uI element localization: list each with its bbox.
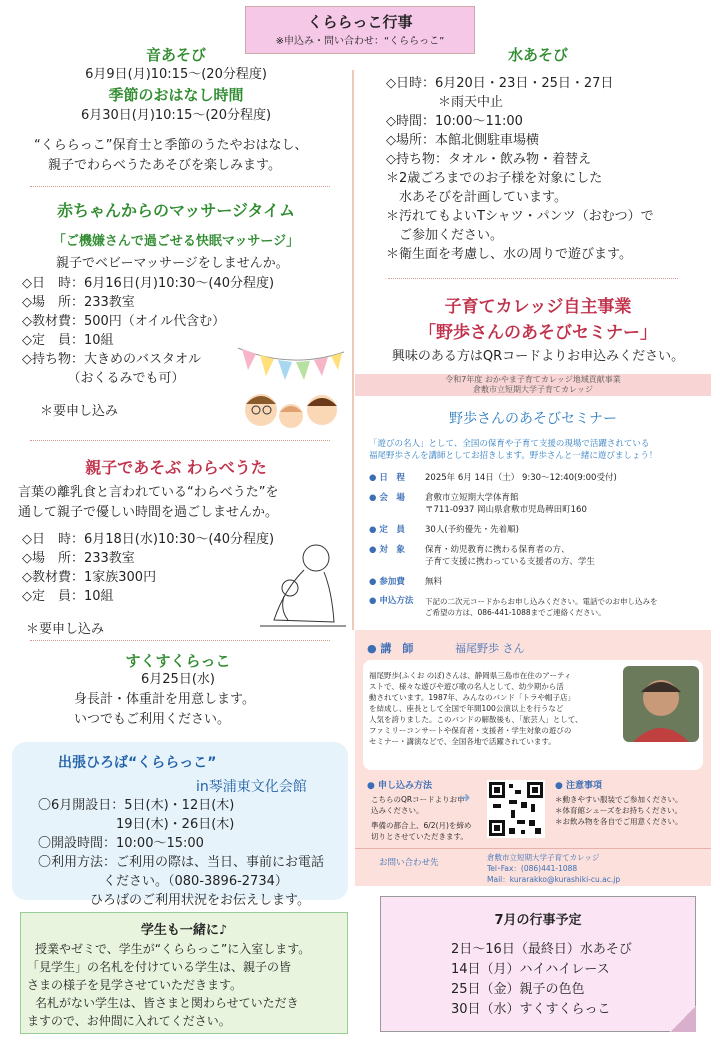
flyer-row-value: 〒711-0937 岡山県倉敷市児島稗田町160 <box>425 505 587 515</box>
apply-label: ● 申し込み方法 <box>367 781 432 791</box>
sukusuku-line-1: 身長計・体重計を用意します。 <box>74 692 255 707</box>
flyer-intro-2: 福尾野歩さんを講師としてお招きします。野歩さんと一緒に遊びましょう！ <box>369 451 658 461</box>
massage-line: （おくるみでも可） <box>22 371 185 386</box>
bio-line: 人気を誇りました。このバンドの解散後も、「旅芸人」として、 <box>369 715 583 724</box>
flyer-top-2: 倉敷市立短期大学子育てカレッジ <box>473 385 593 394</box>
contact-line: Tel･Fax：(086)441-1088 <box>487 864 578 873</box>
oto-date: 6月9日(月)10:15～(20分程度) <box>85 67 267 82</box>
warabe-intro-1: 言葉の離乳食と言われている“わらべうた”を <box>18 485 279 500</box>
divider-3 <box>30 640 330 641</box>
apply-line: 込みください。 <box>371 806 424 815</box>
outreach-box <box>12 742 348 908</box>
flyer-top-band <box>355 374 711 396</box>
apply-line: 切りとさせていただきます。 <box>371 832 468 841</box>
flyer-top-1: 令和7年度 おかやま子育てカレッジ地域貢献事業 <box>445 375 621 384</box>
flyer-row-label: ● 日 程 <box>369 473 405 483</box>
massage-line: ◇教材費：500円（オイル代含む） <box>22 314 226 329</box>
flyer-row-label: ● 参加費 <box>369 577 405 587</box>
flyer-row-value: 下記の二次元コードからお申し込みください。電話でのお申し込みを <box>425 597 658 606</box>
warabe-intro-2: 通して親子で優しい時間を過ごしませんか。 <box>18 505 279 520</box>
mizu-line: ◇持ち物：タオル・飲み物・着替え <box>386 152 591 167</box>
outreach-line: 19日(木)・26日(木) <box>38 817 235 832</box>
contact-line: Mail：kurarakko@kurashiki-cu.ac.jp <box>487 875 621 884</box>
flyer-row-value: 無料 <box>425 577 443 587</box>
outreach-details <box>38 796 324 910</box>
july-item: 30日（水）すくすくらっこ <box>451 1002 611 1017</box>
college-title: 子育てカレッジ自主事業 <box>444 297 632 317</box>
mizu-line: ＊雨天中止 <box>386 95 504 110</box>
apply-line: 準備の都合上、6/2(月)を締め <box>371 821 472 830</box>
contact-line: 倉敷市立短期大学子育てカレッジ <box>487 853 600 862</box>
bio-line: 動されています。1987年、みんなのバンド「トラや帽子店」 <box>369 693 575 702</box>
students-text <box>21 938 347 1030</box>
massage-intro: 親子でベビーマッサージをしませんか。 <box>56 256 289 271</box>
oto-desc-1: “くららっこ”保育士と季節のうたやおはなし、 <box>34 138 308 153</box>
flyer-row-value: 倉敷市立短期大学体育館 <box>425 493 519 503</box>
outreach-title: 出張ひろば“くららっこ” <box>58 755 217 771</box>
lecturer-bio-card <box>363 660 703 770</box>
oto-title: 音あそび <box>145 46 206 64</box>
bio-line: を結成し、座長として全国で年間100公演以上を行うなど <box>369 704 564 713</box>
flyer-row-value: ご希望の方は、086-441-1088までご連絡ください。 <box>425 608 606 617</box>
arrow-right-icon: ➜ <box>459 790 471 806</box>
outreach-line: 〇利用方法：ご利用の際は、当日、事前にお電話 <box>38 855 325 870</box>
outreach-line: 〇開設時間：10:00～15:00 <box>38 836 204 851</box>
apply-deadline <box>371 820 471 842</box>
flyer-intro-1: 「遊びの名人」として、全国の保育や子育て支援の現場で活躍されている <box>369 439 650 449</box>
july-title: 7月の行事予定 <box>494 913 582 928</box>
divider-4 <box>388 278 678 279</box>
contact-label: お問い合わせ先 <box>379 858 439 868</box>
note-item: ＊体育館シューズをお持ちください。 <box>555 806 682 815</box>
note-item: ＊お飲み物を各自でご用意ください。 <box>555 817 683 826</box>
mizu-title: 水あそび <box>507 46 568 64</box>
apply-line: こちらのQRコードよりお申 <box>371 795 465 804</box>
sukusuku-date: 6月25日(水) <box>141 672 215 687</box>
mizu-line: ◇日時：6月20日・23日・25日・27日 <box>386 76 614 91</box>
flyer-info-table <box>369 472 701 618</box>
warabe-line: ◇定 員：10組 <box>22 589 114 604</box>
lecturer-label: ● 講 師 <box>367 642 414 655</box>
column-divider <box>352 70 354 630</box>
warabe-line: ◇日 時：6月18日(水)10:30～(40分程度) <box>22 532 275 547</box>
mizu-details <box>386 74 654 264</box>
notes-list <box>555 794 683 827</box>
warabe-line: ◇場 所：233教室 <box>22 551 135 566</box>
students-title: 学生も一緒に♪ <box>140 923 228 938</box>
oto-desc-2: 親子でわらべうたあそびを楽しみます。 <box>48 158 281 173</box>
flyer-row-label <box>369 556 425 568</box>
college-desc: 興味のある方はQRコードよりお申込みください。 <box>391 349 685 364</box>
outreach-line: ください。（080-3896-2734） <box>38 874 288 889</box>
warabe-title: 親子であそぶ わらべうた <box>85 458 267 477</box>
july-list <box>451 940 695 1020</box>
warabe-line: ◇教材費：1家族300円 <box>22 570 157 585</box>
outreach-place: in琴浦東文化会館 <box>196 779 307 795</box>
flyer-row-label: ● 会 場 <box>369 493 405 503</box>
page-fold <box>670 1006 696 1032</box>
july-item: 25日（金）親子の色色 <box>451 982 585 997</box>
bio-line: セミナー・講演などで、全国各地で活躍されています。 <box>369 737 556 746</box>
warabe-details <box>22 530 274 606</box>
mizu-line: ◇場所：本館北側駐車場横 <box>386 133 539 148</box>
header-title: くららっこ行事 <box>307 13 413 31</box>
sukusuku-title: すくすくらっこ <box>125 652 231 670</box>
flyer-title: 野歩さんのあそびセミナー <box>449 411 617 427</box>
contact-divider <box>355 848 711 849</box>
massage-subtitle: 「ご機嫌さんで過ごせる快眠マッサージ」 <box>52 234 300 249</box>
bio-line: ストで、様々な遊びや遊び歌の名人として、幼少期から活 <box>369 682 564 691</box>
mizu-line: ＊衛生面を考慮し、水の周りで遊びます。 <box>386 247 632 262</box>
divider-1 <box>30 186 330 187</box>
notes-label: ● 注意事項 <box>555 781 602 791</box>
massage-title: 赤ちゃんからのマッサージタイム <box>56 201 296 220</box>
students-line: 授業やゼミで、学生が“くららっこ”に入室します。 <box>35 942 311 956</box>
sukusuku-line-2: いつでもご利用ください。 <box>74 712 231 727</box>
mizu-line: ◇時間：10:00～11:00 <box>386 114 523 129</box>
flyer-row-label <box>369 607 425 618</box>
mizu-line: ＊汚れてもよいTシャツ・パンツ（おむつ）で <box>386 209 654 224</box>
flyer-row-value: 30人(予約優先・先着順) <box>425 525 519 535</box>
bio-line: ファミリーコンサートや保育者・支援者・学生対象の遊びの <box>369 726 572 735</box>
massage-line: ◇日 時：6月16日(月)10:30～(40分程度) <box>22 276 275 291</box>
header-subtitle: ※申込み・問い合わせ：“くららっこ” <box>275 36 445 47</box>
july-box <box>380 896 696 1032</box>
parent-child-illustration <box>254 540 350 636</box>
lecturer-photo <box>623 666 699 742</box>
july-item: 2日～16日（最終日）水あそび <box>451 942 632 957</box>
students-line: 「見学生」の名札を付けている学生は、親子の皆 <box>27 960 292 974</box>
july-item: 14日（月）ハイハイレース <box>451 962 610 977</box>
season-date: 6月30日(月)10:15～(20分程度) <box>80 108 272 123</box>
flyer-row-value: 2025年 6月 14日（土） 9:30～12:40(9:00受付) <box>425 473 617 483</box>
outreach-line: ひろばのご利用状況をお伝えします。 <box>38 893 310 908</box>
contact-info <box>487 852 620 885</box>
students-line: ますので、お仲間に入れてください。 <box>27 1014 231 1028</box>
flyer-intro <box>369 438 657 462</box>
flyer-row-label <box>369 504 425 516</box>
lecturer-bio <box>369 670 619 747</box>
note-item: ＊動きやすい服装でご参加ください。 <box>555 795 683 804</box>
college-subtitle: 「野歩さんのあそびセミナー」 <box>419 323 657 343</box>
outreach-line: 〇6月開設日：5日(木)・12日(木) <box>38 798 235 813</box>
massage-line: ◇場 所：233教室 <box>22 295 135 310</box>
students-box <box>20 912 348 1034</box>
mizu-line: ご参加ください。 <box>386 228 504 243</box>
mizu-line: ＊2歳ごろまでのお子様を対象にした <box>386 171 603 186</box>
apply-text <box>371 794 465 816</box>
flyer-row-label: ● 定 員 <box>369 525 405 535</box>
flyer-row-label: ● 申込方法 <box>369 596 414 606</box>
divider-2 <box>30 440 330 441</box>
massage-line: ◇定 員：10組 <box>22 333 114 348</box>
season-title: 季節のおはなし時間 <box>108 86 244 104</box>
warabe-note: ＊要申し込み <box>26 622 105 637</box>
flyer-lecturer-section <box>355 630 711 886</box>
kids-bunting-illustration <box>236 340 346 432</box>
qr-code[interactable] <box>487 780 545 838</box>
massage-note: ＊要申し込み <box>40 404 119 419</box>
flyer-row-value: 保育・幼児教育に携わる保育者の方、 <box>425 545 570 555</box>
seminar-flyer <box>355 374 711 886</box>
students-line: さまの様子を見学させていただきます。 <box>27 978 243 992</box>
lecturer-name: 福尾野歩 さん <box>455 642 525 655</box>
bio-line: 福尾野歩(ふくお のぼ)さんは、静岡県三島市在住のアーティ <box>369 671 572 680</box>
flyer-row-value: 子育て支援に携わっている支援者の方、学生 <box>425 557 595 567</box>
students-line: 名札がない学生は、皆さまと関わらせていただき <box>35 996 299 1010</box>
flyer-row-label: ● 対 象 <box>369 545 405 555</box>
massage-line: ◇持ち物：大きめのバスタオル <box>22 352 201 367</box>
mizu-line: 水あそびを計画しています。 <box>386 190 567 205</box>
